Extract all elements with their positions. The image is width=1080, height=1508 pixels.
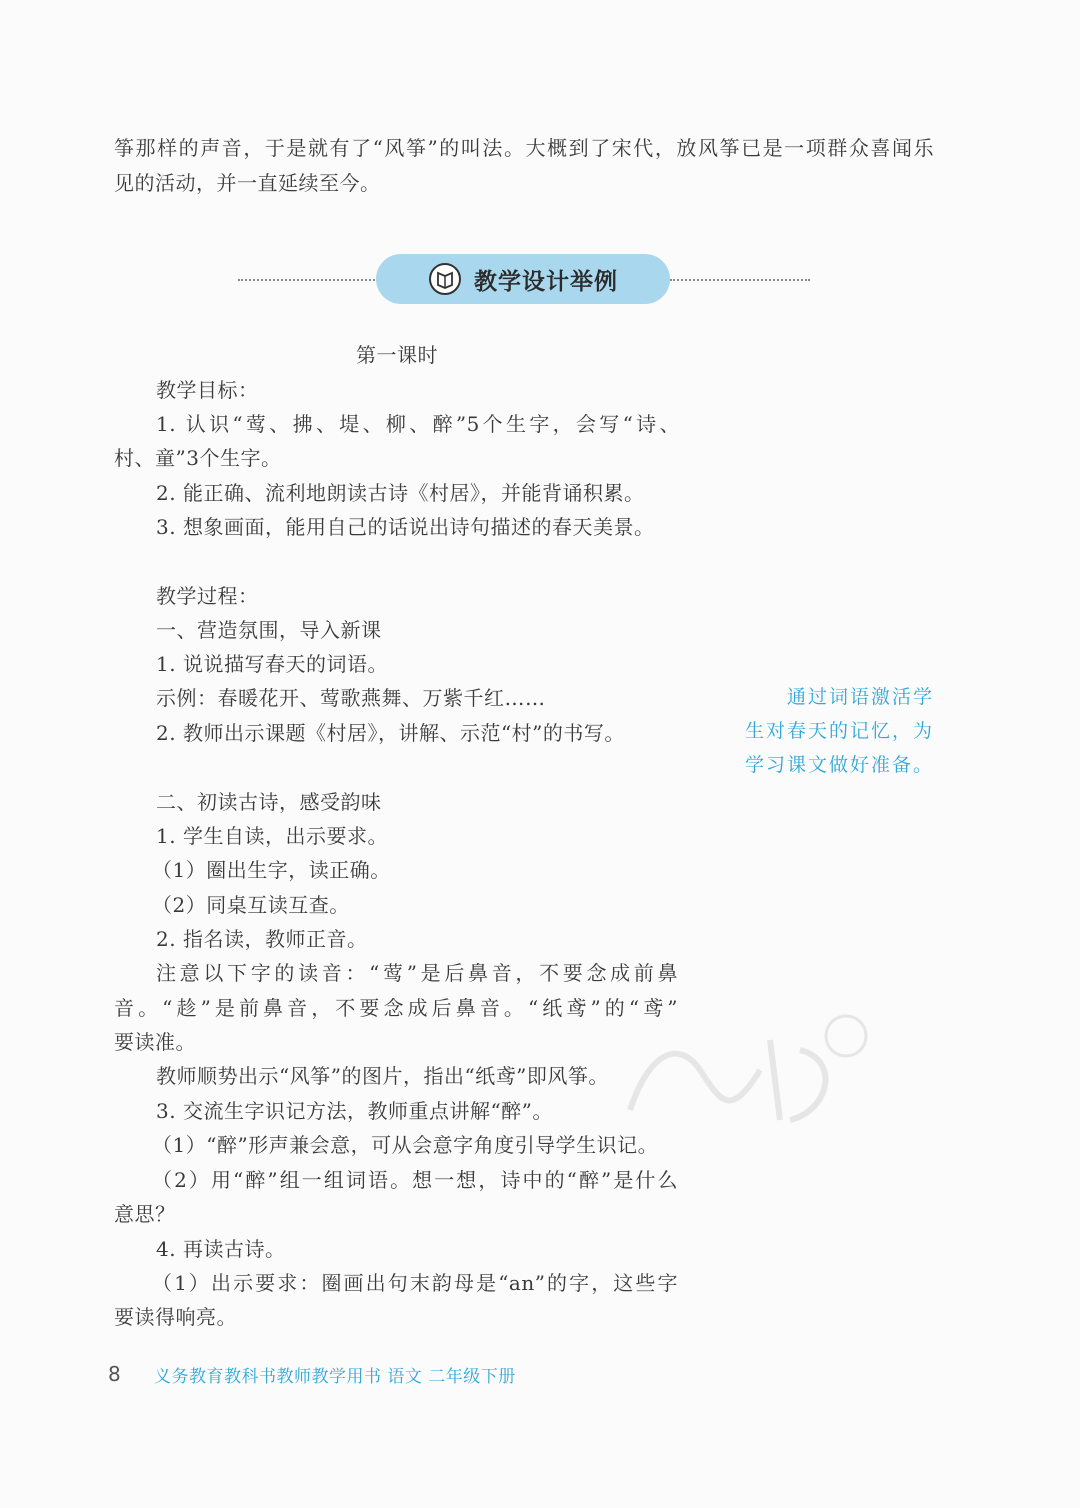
- part-2-step-1: 1. 学生自读，出示要求。: [156, 824, 388, 848]
- part-1-example: 示例：春暖花开、莺歌燕舞、万紫千红……: [156, 686, 546, 710]
- goal-2: 2. 能正确、流利地朗读古诗《村居》，并能背诵积累。: [156, 481, 645, 505]
- goals-heading: 教学目标：: [156, 378, 259, 402]
- intro-line-1: 筝那样的声音，于是就有了“风筝”的叫法。大概到了宋代，放风筝已是一项群众喜闻乐: [114, 136, 934, 160]
- goal-1-line-2: 村、童”3个生字。: [114, 446, 282, 470]
- side-note-line-2: 生对春天的记忆，为: [744, 720, 934, 742]
- show-picture-text: 教师顺势出示“风筝”的图片，指出“纸鸢”即风筝。: [156, 1064, 609, 1088]
- part-1-step-1: 1. 说说描写春天的词语。: [156, 652, 388, 676]
- part-2-step-3b-line-1: （2）用“醉”组一组词语。想一想，诗中的“醉”是什么: [152, 1168, 678, 1192]
- part-2-step-3a: （1）“醉”形声兼会意，可从会意字角度引导学生识记。: [152, 1133, 659, 1157]
- footer-book-title: 义务教育教科书教师教学用书 语文 二年级下册: [154, 1367, 516, 1387]
- goal-1-line-1: 1. 认识“莺、拂、堤、柳、醉”5个生字，会写“诗、: [156, 412, 680, 436]
- part-1-title: 一、营造氛围，导入新课: [156, 618, 382, 642]
- banner-divider-left: [238, 279, 378, 281]
- part-2-step-4a-line-2: 要读得响亮。: [114, 1305, 237, 1329]
- publisher-watermark: [610, 1010, 870, 1140]
- part-2-step-3: 3. 交流生字识记方法，教师重点讲解“醉”。: [156, 1099, 553, 1123]
- pronunciation-note-line-3: 要读准。: [114, 1030, 196, 1054]
- section-banner: [238, 254, 810, 306]
- pronunciation-note-line-2: 音。“趁”是前鼻音，不要念成后鼻音。“纸鸢”的“鸢”: [114, 996, 678, 1020]
- banner-pill: [376, 254, 670, 304]
- part-2-title: 二、初读古诗，感受韵味: [156, 790, 382, 814]
- book-hand-icon: [428, 262, 462, 296]
- intro-line-2: 见的活动，并一直延续至今。: [114, 171, 381, 195]
- part-2-step-2: 2. 指名读，教师正音。: [156, 927, 368, 951]
- side-note: [744, 680, 934, 782]
- part-2-step-1a: （1）圈出生字，读正确。: [152, 858, 391, 882]
- side-note-line-3: 学习课文做好准备。: [744, 754, 934, 776]
- lesson-title: 第一课时: [356, 343, 438, 367]
- part-2-step-1b: （2）同桌互读互查。: [152, 893, 350, 917]
- part-2-step-4a-line-1: （1）出示要求：圈画出句末韵母是“an”的字，这些字: [152, 1271, 678, 1295]
- page-number: 8: [108, 1362, 121, 1386]
- pronunciation-note-line-1: 注意以下字的读音：“莺”是后鼻音，不要念成前鼻: [156, 961, 678, 985]
- part-2-step-3b-line-2: 意思？: [114, 1202, 176, 1226]
- goal-3: 3. 想象画面，能用自己的话说出诗句描述的春天美景。: [156, 515, 655, 539]
- banner-divider-right: [670, 279, 810, 281]
- side-note-line-1: 通过词语激活学: [786, 686, 934, 708]
- banner-title: 教学设计举例: [474, 268, 618, 295]
- part-2-step-4: 4. 再读古诗。: [156, 1237, 286, 1261]
- part-1-step-2: 2. 教师出示课题《村居》，讲解、示范“村”的书写。: [156, 721, 625, 745]
- process-heading: 教学过程：: [156, 584, 259, 608]
